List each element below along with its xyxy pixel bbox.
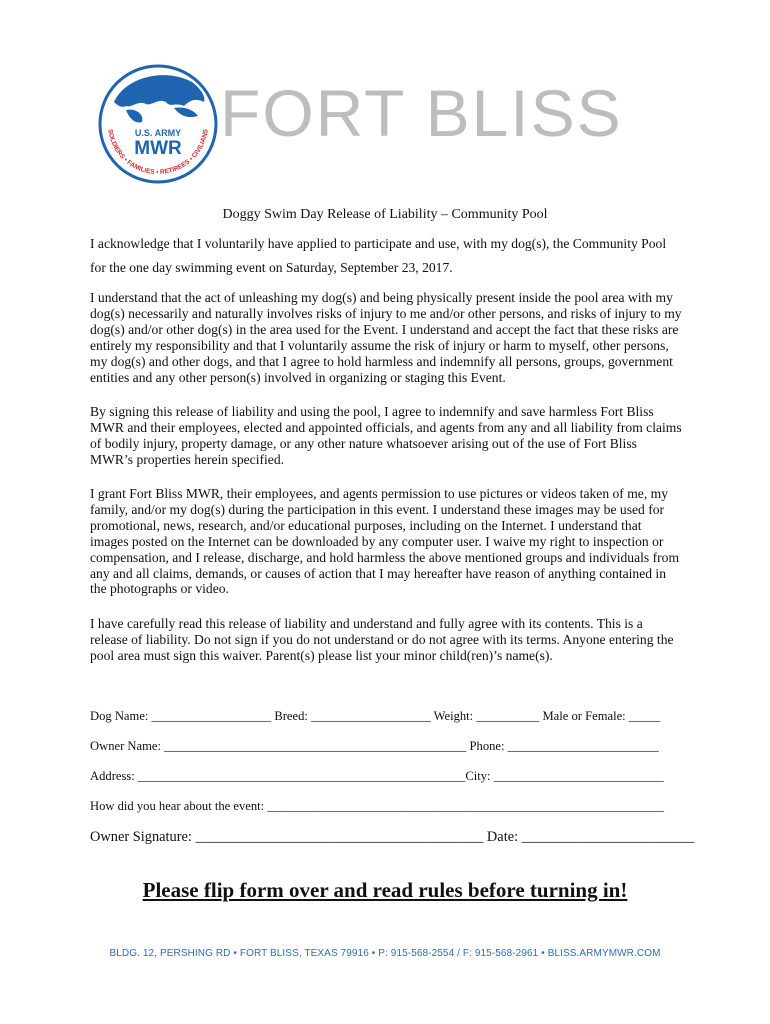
referral-line[interactable]: How did you hear about the event: _______________________________________________________________ [90, 799, 665, 813]
footer-contact: BLDG. 12, PERSHING RD • FORT BLISS, TEXAS 79916 • P: 915-568-2554 / F: 915-568-2961 • BLISS.ARMYMWR.COM [109, 948, 661, 959]
dog-info-line[interactable]: Dog Name: ___________________ Breed: ___________________ Weight: __________ Male or Female: _____ [90, 709, 661, 723]
intro-paragraph: I acknowledge that I voluntarily have applied to participate and use, with my dog(s), the Community Pool for the one day swimming event on Saturday, September 23, 2017. [90, 236, 667, 275]
signature-date-line[interactable]: Owner Signature: ________________________________________ Date: ________________________ [90, 829, 695, 845]
document-title: Doggy Swim Day Release of Liability – Community Pool [222, 207, 548, 222]
logo-line2: MWR [134, 138, 182, 159]
risk-paragraph: I understand that the act of unleashing my dog(s) and being physically present inside the pool area with my dog(s) necessarily and naturally involves risks of injury to me and/or other persons, and risks of injury to my dog(s) and/or other dog(s) in the area used for the Event. I understand and accept the fact that these risks are entirely my responsibility and that I voluntarily assume the risk of injury or harm to myself, other persons, my dog(s) and other dogs, and that I agree to hold harmless and indemnify all persons, groups, government entities and any other person(s) involved in organizing or staging this Event. [90, 290, 682, 385]
logo-ring-text: SOLDIERS • FAMILIES • RETIREES • CIVILIANS [106, 128, 210, 177]
owner-name-phone-line[interactable]: Owner Name: ________________________________________________ Phone: ________________________ [90, 739, 659, 753]
indemnify-paragraph: By signing this release of liability and using the pool, I agree to indemnify and save harmless Fort Bliss MWR and their employees, elected and appointed officials, and agents from any and all liability from claims of bodily injury, property damage, or any other nature whatsoever arising out of the use of Fort Bliss MWR’s properties herein specified. [90, 404, 682, 467]
fort-bliss-wordmark: FORT BLISS [220, 76, 623, 150]
acknowledgement-paragraph: I have carefully read this release of liability and understand and fully agree with its contents. This is a release of liability. Do not sign if you do not understand or do not agree with its terms. Anyone entering the pool area must sign this waiver. Parent(s) please list your minor child(ren)’s name(s). [90, 616, 674, 663]
us-army-mwr-logo [96, 62, 220, 186]
flip-form-notice: Please flip form over and read rules before turning in! [142, 878, 628, 902]
media-release-paragraph: I grant Fort Bliss MWR, their employees, and agents permission to use pictures or videos taken of me, my family, and/or my dog(s) during the participation in this event. I understand these images may be used for promotional, news, research, and/or educational purposes, including on the Internet. I understand that images posted on the Internet can be downloaded by any computer user. I waive my right to inspection or compensation, and I release, discharge, and hold harmless the above mentioned groups and individuals from any and all claims, demands, or causes of action that I may hereafter have reason of anything contained in the photographs or video. [90, 486, 680, 597]
logo-line1: U.S. ARMY [134, 128, 182, 138]
address-city-line[interactable]: Address: ____________________________________________________City: ___________________________ [90, 769, 664, 783]
